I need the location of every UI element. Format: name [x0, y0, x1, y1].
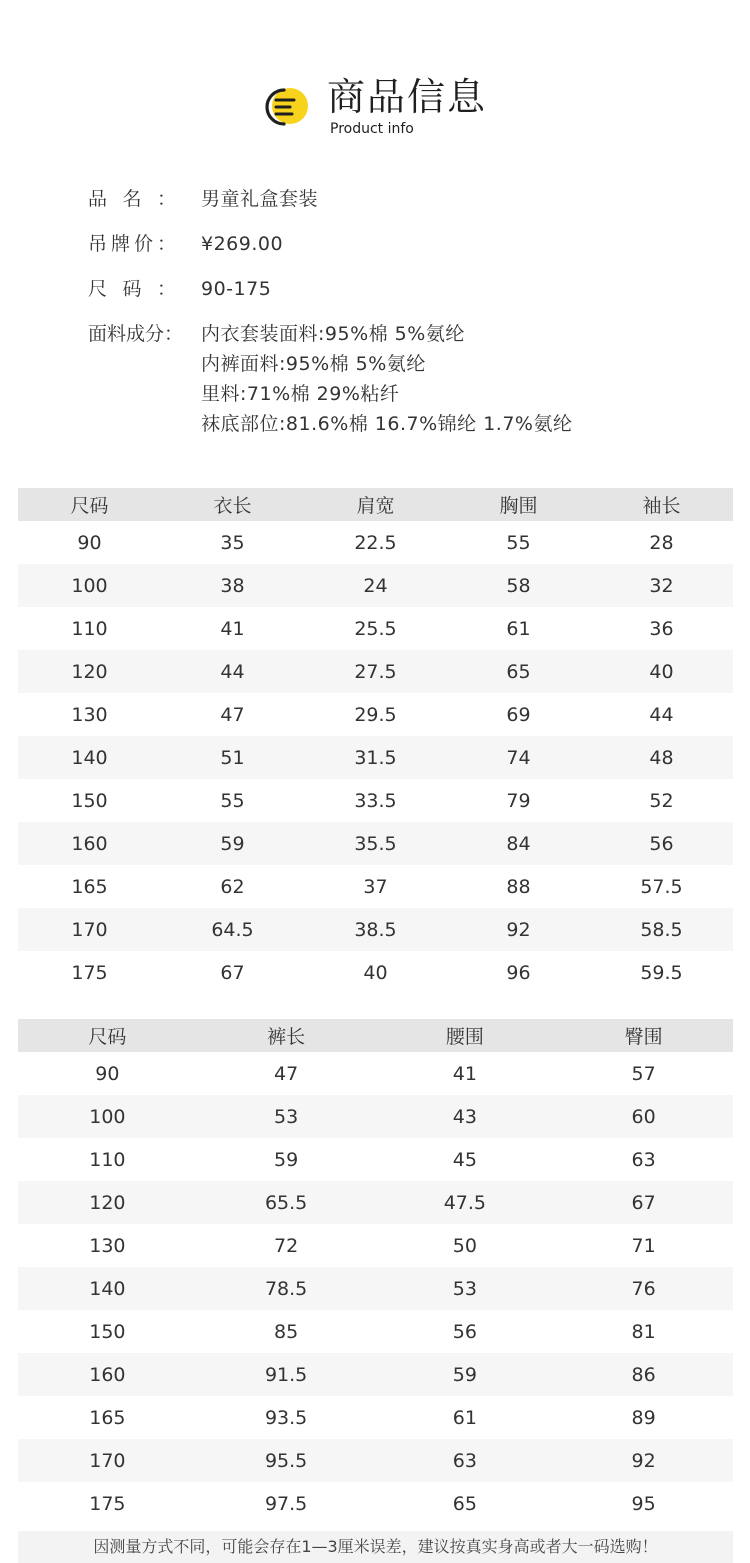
table-cell: 65 — [447, 650, 590, 693]
table-cell: 38 — [161, 564, 304, 607]
table-cell: 63 — [376, 1439, 555, 1482]
table-cell: 170 — [18, 1439, 197, 1482]
table-row — [18, 650, 733, 693]
table-cell: 59 — [161, 822, 304, 865]
table-row — [18, 736, 733, 779]
table-cell: 86 — [554, 1353, 733, 1396]
table-cell: 96 — [506, 961, 531, 984]
table-cell: 58 — [447, 564, 590, 607]
table-cell: 57.5 — [640, 875, 683, 898]
table-cell: 110 — [71, 617, 108, 640]
column-header: 胸围 — [447, 488, 590, 521]
table-row — [18, 1396, 733, 1439]
top-size-table — [18, 488, 733, 994]
column-header: 衣长 — [161, 488, 304, 521]
table-cell: 40 — [363, 961, 388, 984]
table-row — [18, 1181, 733, 1224]
name-value: 男童礼盒套装 — [201, 188, 319, 210]
table-row — [18, 822, 733, 865]
table-cell: 59 — [376, 1353, 555, 1396]
size-label: 尺码： — [88, 278, 176, 300]
table-row — [18, 908, 733, 951]
table-cell: 74 — [447, 736, 590, 779]
table-cell: 57 — [631, 1062, 656, 1085]
table-cell: 150 — [89, 1320, 126, 1343]
material-line: 内衣套装面料:95%棉 5%氨纶 — [201, 323, 465, 345]
material-line: 袜底部位:81.6%棉 16.7%锦纶 1.7%氨纶 — [201, 413, 573, 435]
table-cell: 59 — [274, 1148, 299, 1171]
table-cell: 45 — [452, 1148, 477, 1171]
table-cell: 160 — [18, 1353, 197, 1396]
table-cell: 90 — [95, 1062, 120, 1085]
page-title: 商品信息 — [327, 75, 488, 119]
info-row-name — [88, 184, 728, 214]
table-cell: 65.5 — [197, 1181, 376, 1224]
table-cell: 84 — [447, 822, 590, 865]
table-row — [18, 1267, 733, 1310]
table-cell: 38.5 — [304, 908, 447, 951]
table-cell: 58.5 — [590, 908, 733, 951]
table-cell: 72 — [274, 1234, 299, 1257]
table-row — [18, 607, 733, 650]
table-cell: 100 — [18, 1095, 197, 1138]
table-row — [18, 865, 733, 908]
column-header: 尺码 — [18, 488, 161, 521]
table-cell: 33.5 — [354, 789, 397, 812]
table-row — [18, 693, 733, 736]
table-cell: 53 — [376, 1267, 555, 1310]
name-label: 品名： — [88, 188, 176, 210]
table-cell: 97.5 — [264, 1492, 308, 1515]
table-cell: 41 — [452, 1062, 477, 1085]
table-cell: 89 — [631, 1406, 656, 1429]
table-cell: 50 — [452, 1234, 477, 1257]
table-cell: 91.5 — [197, 1353, 376, 1396]
table-cell: 92 — [554, 1439, 733, 1482]
table-cell: 160 — [18, 822, 161, 865]
column-header: 尺码 — [18, 1019, 197, 1052]
table-cell: 47 — [274, 1062, 299, 1085]
document-lines-icon — [262, 84, 312, 130]
table-cell: 67 — [554, 1181, 733, 1224]
table-cell: 53 — [197, 1095, 376, 1138]
table-cell: 56 — [590, 822, 733, 865]
table-cell: 36 — [649, 617, 674, 640]
table-cell: 52 — [649, 789, 674, 812]
table-cell: 64.5 — [161, 908, 304, 951]
table-cell: 40 — [590, 650, 733, 693]
table-cell: 59.5 — [640, 961, 683, 984]
table-cell: 43 — [376, 1095, 555, 1138]
materials-list — [201, 319, 572, 439]
table-cell: 150 — [71, 789, 108, 812]
material-line: 内裤面料:95%棉 5%氨纶 — [201, 353, 426, 375]
table-cell: 24 — [304, 564, 447, 607]
table-cell: 175 — [89, 1492, 126, 1515]
table-cell: 79 — [506, 789, 531, 812]
table-cell: 110 — [89, 1148, 126, 1171]
page-header — [0, 70, 750, 140]
table-cell: 47 — [220, 703, 245, 726]
page-subtitle: Product info — [330, 121, 414, 137]
table-cell: 95 — [631, 1492, 656, 1515]
measurement-note: 因测量方式不同，可能会存在1—3厘米误差，建议按真实身高或者大一码选购！ — [18, 1531, 733, 1563]
table-cell: 61 — [506, 617, 531, 640]
table-cell: 44 — [161, 650, 304, 693]
info-row-price — [88, 229, 728, 259]
table-row — [18, 1482, 733, 1525]
info-row-materials — [88, 319, 728, 439]
table-cell: 44 — [649, 703, 674, 726]
table-cell: 120 — [18, 650, 161, 693]
table-cell: 85 — [274, 1320, 299, 1343]
table-cell: 29.5 — [354, 703, 397, 726]
column-header: 肩宽 — [304, 488, 447, 521]
table-row — [18, 521, 733, 564]
size-value: 90-175 — [201, 278, 272, 300]
table-row — [18, 564, 733, 607]
table-cell: 55 — [506, 531, 531, 554]
table-cell: 92 — [447, 908, 590, 951]
table-cell: 100 — [18, 564, 161, 607]
price-label: 吊牌价： — [88, 233, 176, 255]
table-cell: 25.5 — [354, 617, 397, 640]
table-cell: 62 — [220, 875, 245, 898]
table-cell: 175 — [71, 961, 108, 984]
price-value: ¥269.00 — [201, 233, 284, 255]
table-cell: 95.5 — [197, 1439, 376, 1482]
table-cell: 31.5 — [304, 736, 447, 779]
table-row — [18, 1439, 733, 1482]
table-cell: 65 — [452, 1492, 477, 1515]
table-cell: 55 — [220, 789, 245, 812]
column-header: 袖长 — [590, 488, 733, 521]
table-cell: 67 — [220, 961, 245, 984]
table-cell: 47.5 — [376, 1181, 555, 1224]
table-cell: 78.5 — [197, 1267, 376, 1310]
material-line: 里料:71%棉 29%粘纤 — [201, 383, 400, 405]
table-cell: 32 — [590, 564, 733, 607]
table-header-row — [18, 1019, 733, 1052]
table-cell: 81 — [631, 1320, 656, 1343]
table-cell: 51 — [161, 736, 304, 779]
table-row — [18, 1310, 733, 1353]
table-cell: 170 — [18, 908, 161, 951]
table-cell: 22.5 — [354, 531, 397, 554]
table-cell: 90 — [77, 531, 102, 554]
table-cell: 63 — [631, 1148, 656, 1171]
table-cell: 71 — [631, 1234, 656, 1257]
table-row — [18, 1353, 733, 1396]
table-cell: 140 — [18, 736, 161, 779]
table-cell: 165 — [71, 875, 108, 898]
table-row — [18, 1224, 733, 1267]
table-cell: 35.5 — [304, 822, 447, 865]
table-cell: 35 — [220, 531, 245, 554]
column-header: 臀围 — [554, 1019, 733, 1052]
table-row — [18, 779, 733, 822]
table-cell: 69 — [506, 703, 531, 726]
table-cell: 41 — [220, 617, 245, 640]
column-header: 裤长 — [197, 1019, 376, 1052]
table-cell: 28 — [649, 531, 674, 554]
table-cell: 48 — [590, 736, 733, 779]
table-cell: 56 — [452, 1320, 477, 1343]
table-cell: 60 — [554, 1095, 733, 1138]
table-row — [18, 1095, 733, 1138]
table-cell: 88 — [506, 875, 531, 898]
bottom-size-table — [18, 1019, 733, 1525]
table-cell: 93.5 — [264, 1406, 308, 1429]
table-row — [18, 1138, 733, 1181]
table-cell: 61 — [452, 1406, 477, 1429]
table-header-row — [18, 488, 733, 521]
table-cell: 37 — [363, 875, 388, 898]
table-cell: 130 — [71, 703, 108, 726]
table-row — [18, 1052, 733, 1095]
table-cell: 140 — [18, 1267, 197, 1310]
product-info — [88, 184, 728, 454]
materials-label: 面料成分： — [88, 323, 184, 345]
table-cell: 27.5 — [304, 650, 447, 693]
info-row-size — [88, 274, 728, 304]
table-cell: 76 — [554, 1267, 733, 1310]
column-header: 腰围 — [376, 1019, 555, 1052]
table-cell: 165 — [89, 1406, 126, 1429]
table-cell: 120 — [18, 1181, 197, 1224]
table-row — [18, 951, 733, 994]
table-cell: 130 — [89, 1234, 126, 1257]
